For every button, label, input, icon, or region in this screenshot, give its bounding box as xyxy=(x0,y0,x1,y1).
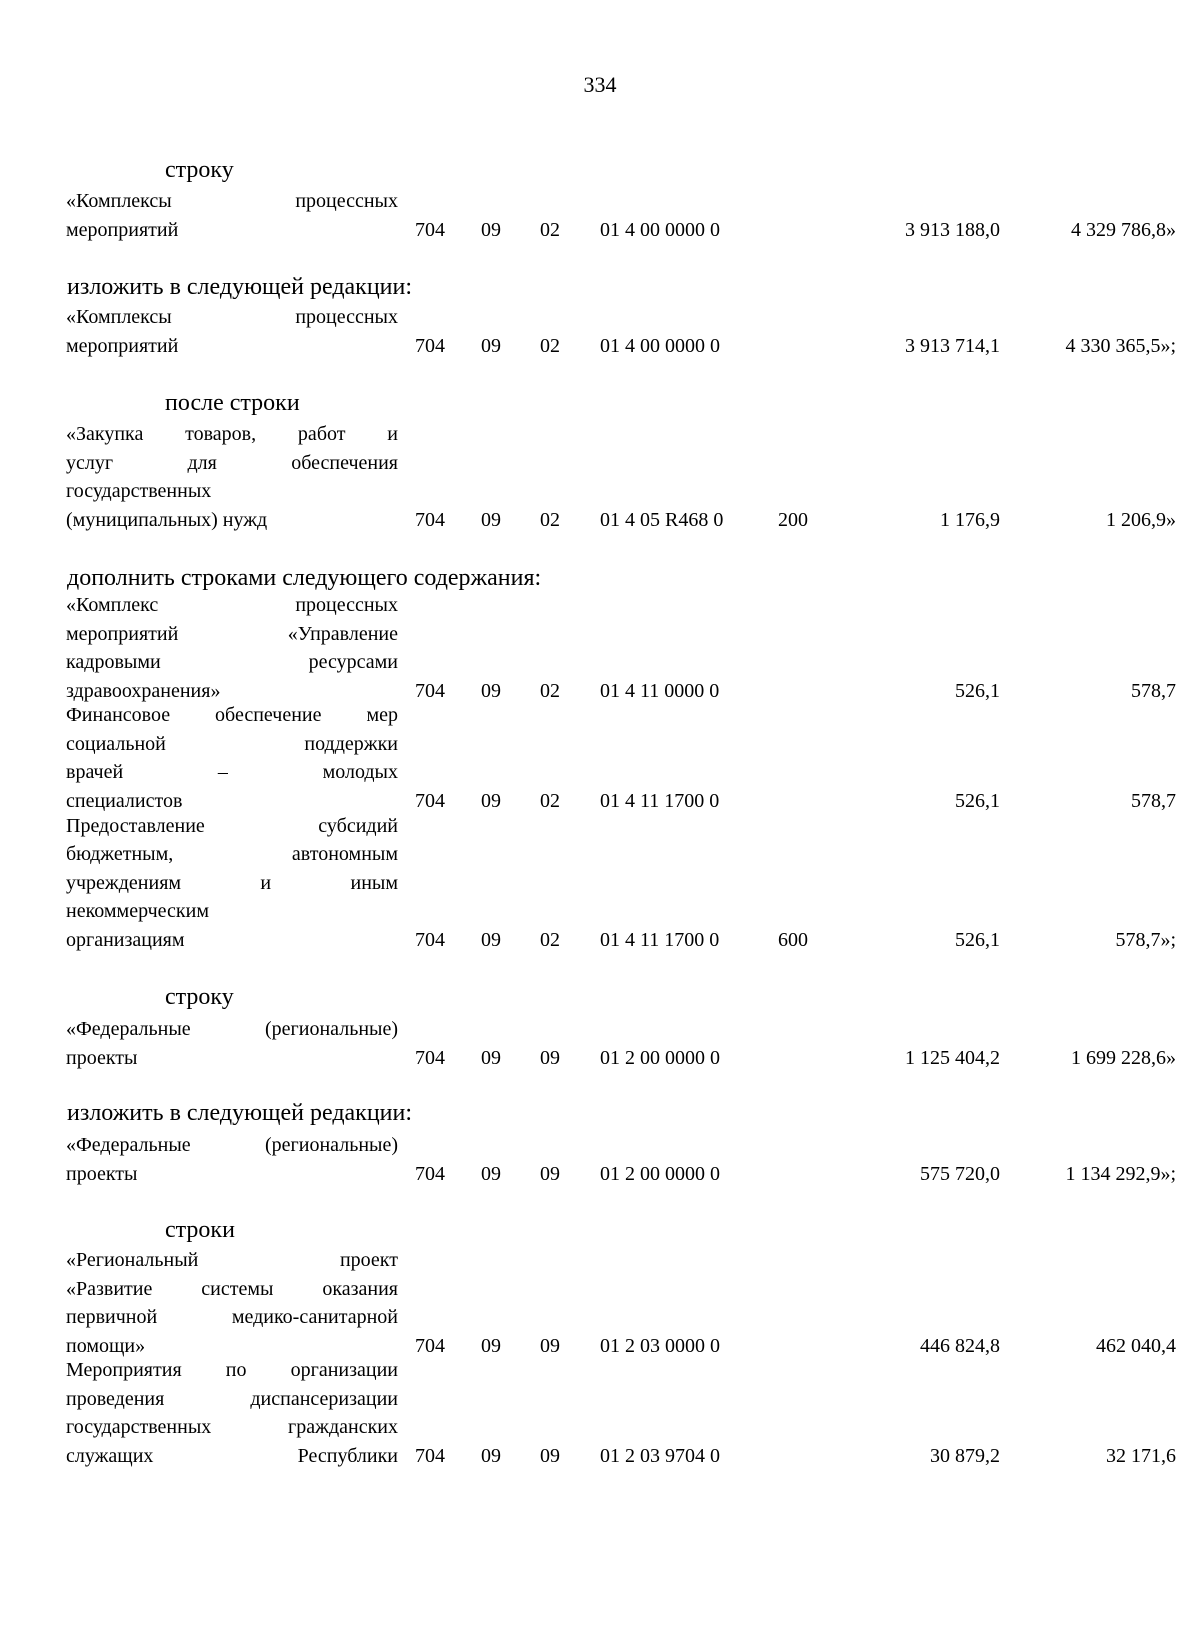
page-number: 334 xyxy=(583,72,617,97)
target-article-code: 01 4 05 R468 0 xyxy=(600,508,724,531)
row-name-line: (муниципальных) нужд xyxy=(66,508,268,531)
row-name-line: бюджетным, автономным xyxy=(66,843,398,865)
amount-year-1: 30 879,2 xyxy=(930,1444,1000,1467)
dept-code: 704 xyxy=(415,928,445,951)
row-name-line: здравоохранения» xyxy=(66,679,221,702)
amount-year-2: 4 329 786,8» xyxy=(1071,218,1176,241)
row-name-line: проекты xyxy=(66,1162,138,1185)
instruction-heading: дополнить строками следующего содержания: xyxy=(67,565,542,591)
subsection-code: 02 xyxy=(540,679,560,702)
row-name-line: Предоставление субсидий xyxy=(66,814,398,837)
instruction-heading: изложить в следующей редакции: xyxy=(67,1100,413,1126)
dept-code: 704 xyxy=(415,789,445,812)
row-name-line: «Комплекс процессных xyxy=(66,594,398,616)
row-name-line: «Комплексы процессных xyxy=(66,306,398,328)
instruction-heading: изложить в следующей редакции: xyxy=(67,274,413,300)
amount-year-1: 1 125 404,2 xyxy=(905,1046,1000,1069)
row-name-line: служащих Республики xyxy=(66,1444,398,1467)
row-name xyxy=(66,1356,398,1470)
row-name-line: Финансовое обеспечение мер xyxy=(66,704,398,726)
subsection-code: 02 xyxy=(540,928,560,951)
amount-year-2: 1 206,9» xyxy=(1106,508,1176,531)
target-article-code: 01 4 00 0000 0 xyxy=(600,218,720,241)
target-article-code: 01 2 03 9704 0 xyxy=(600,1444,720,1467)
target-article-code: 01 4 00 0000 0 xyxy=(600,334,720,357)
section-code: 09 xyxy=(481,1162,501,1185)
row-name-line: организациям xyxy=(66,928,185,951)
target-article-code: 01 4 11 1700 0 xyxy=(600,928,720,951)
section-code: 09 xyxy=(481,508,501,531)
instruction-heading: строки xyxy=(165,1217,235,1243)
subsection-code: 09 xyxy=(540,1334,560,1357)
row-name-line: врачей – молодых xyxy=(66,761,398,783)
amount-year-1: 3 913 188,0 xyxy=(905,218,1000,241)
row-name-line: Мероприятия по организации xyxy=(66,1359,398,1381)
amount-year-2: 4 330 365,5»; xyxy=(1065,334,1176,357)
instruction-heading: строку xyxy=(165,157,234,183)
amount-year-2: 578,7 xyxy=(1131,679,1176,702)
target-article-code: 01 4 11 0000 0 xyxy=(600,679,720,702)
amount-year-2: 1 134 292,9»; xyxy=(1065,1162,1176,1185)
dept-code: 704 xyxy=(415,508,445,531)
section-code: 09 xyxy=(481,789,501,812)
section-code: 09 xyxy=(481,1334,501,1357)
subsection-code: 02 xyxy=(540,508,560,531)
amount-year-2: 578,7 xyxy=(1131,789,1176,812)
row-name-line: государственных гражданских xyxy=(66,1416,398,1438)
dept-code: 704 xyxy=(415,679,445,702)
row-name-line: мероприятий xyxy=(66,218,179,241)
target-article-code: 01 2 00 0000 0 xyxy=(600,1046,720,1069)
row-name-line: «Развитие системы оказания xyxy=(66,1277,398,1300)
target-article-code: 01 2 00 0000 0 xyxy=(600,1162,720,1185)
target-article-code: 01 2 03 0000 0 xyxy=(600,1334,720,1357)
amount-year-1: 526,1 xyxy=(955,679,1000,702)
subsection-code: 09 xyxy=(540,1046,560,1069)
row-name-line: «Закупка товаров, работ и xyxy=(66,423,398,445)
row-name-line: проведения диспансеризации xyxy=(66,1387,398,1410)
amount-year-2: 1 699 228,6» xyxy=(1071,1046,1176,1069)
section-code: 09 xyxy=(481,334,501,357)
subsection-code: 09 xyxy=(540,1162,560,1185)
row-name-line: социальной поддержки xyxy=(66,732,398,755)
row-name-line: некоммерческим xyxy=(66,900,209,922)
row-name-line: помощи» xyxy=(66,1334,146,1357)
row-name-line: мероприятий xyxy=(66,334,179,357)
amount-year-1: 3 913 714,1 xyxy=(905,334,1000,357)
amount-year-1: 1 176,9 xyxy=(940,508,1000,531)
amount-year-1: 526,1 xyxy=(955,789,1000,812)
row-name-line: услуг для обеспечения xyxy=(66,451,398,474)
section-code: 09 xyxy=(481,928,501,951)
dept-code: 704 xyxy=(415,1046,445,1069)
row-name-line: государственных xyxy=(66,480,212,502)
expense-type-code: 600 xyxy=(778,928,808,951)
row-name-line: «Комплексы процессных xyxy=(66,190,398,212)
amount-year-1: 446 824,8 xyxy=(920,1334,1000,1357)
row-name-line: учреждениям и иным xyxy=(66,871,398,894)
subsection-code: 02 xyxy=(540,789,560,812)
row-name-line: кадровыми ресурсами xyxy=(66,651,398,673)
dept-code: 704 xyxy=(415,1334,445,1357)
amount-year-2: 462 040,4 xyxy=(1096,1334,1176,1357)
section-code: 09 xyxy=(481,1444,501,1467)
row-name-line: мероприятий «Управление xyxy=(66,622,398,645)
dept-code: 704 xyxy=(415,1162,445,1185)
instruction-heading: после строки xyxy=(165,390,300,416)
dept-code: 704 xyxy=(415,1444,445,1467)
section-code: 09 xyxy=(481,218,501,241)
amount-year-2: 32 171,6 xyxy=(1106,1444,1176,1467)
subsection-code: 09 xyxy=(540,1444,560,1467)
section-code: 09 xyxy=(481,679,501,702)
section-code: 09 xyxy=(481,1046,501,1069)
row-name-line: «Федеральные (региональные) xyxy=(66,1134,398,1156)
subsection-code: 02 xyxy=(540,334,560,357)
row-name-line: «Региональный проект xyxy=(66,1249,398,1271)
dept-code: 704 xyxy=(415,218,445,241)
row-name-line: специалистов xyxy=(66,789,183,812)
row-name-line: первичной медико-санитарной xyxy=(66,1306,398,1328)
amount-year-2: 578,7»; xyxy=(1115,928,1176,951)
row-name-line: проекты xyxy=(66,1046,138,1069)
amount-year-1: 526,1 xyxy=(955,928,1000,951)
subsection-code: 02 xyxy=(540,218,560,241)
expense-type-code: 200 xyxy=(778,508,808,531)
instruction-heading: строку xyxy=(165,984,234,1010)
amount-year-1: 575 720,0 xyxy=(920,1162,1000,1185)
row-name-line: «Федеральные (региональные) xyxy=(66,1018,398,1040)
dept-code: 704 xyxy=(415,334,445,357)
target-article-code: 01 4 11 1700 0 xyxy=(600,789,720,812)
